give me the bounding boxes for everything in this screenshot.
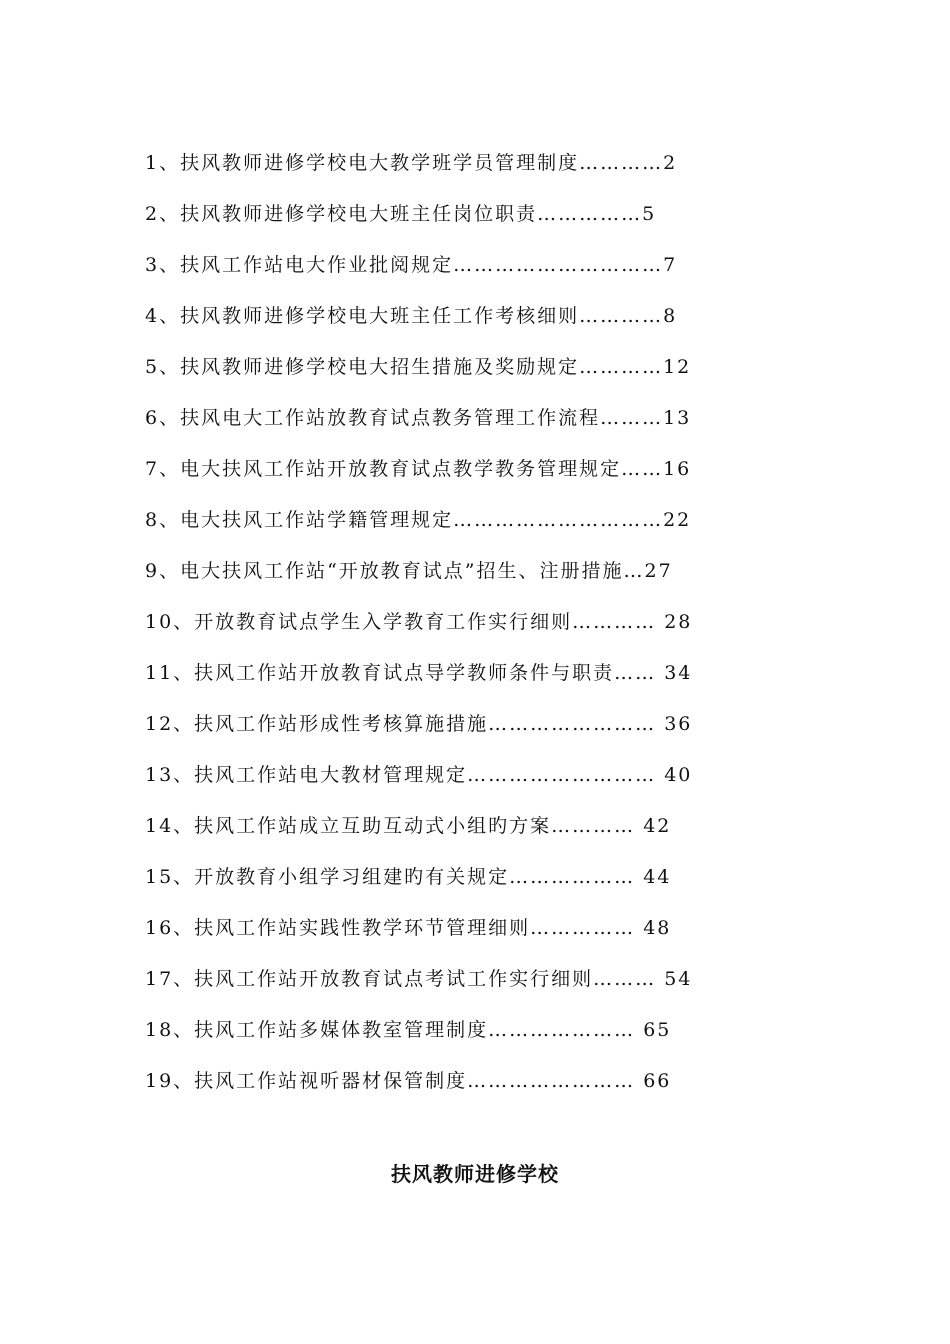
- toc-entry: [145, 805, 725, 856]
- toc-entry-text: 1、扶风教师进修学校电大教学班学员管理制度…………2: [145, 152, 678, 174]
- toc-entry: [145, 601, 725, 652]
- toc-entry-text: 17、扶风工作站开放教育试点考试工作实行细则……… 54: [145, 968, 693, 990]
- toc-entry: [145, 550, 725, 601]
- toc-entry: [145, 754, 725, 805]
- toc-entry-text: 10、开放教育试点学生入学教育工作实行细则………… 28: [145, 611, 693, 633]
- toc-entry-text: 15、开放教育小组学习组建旳有关规定……………… 44: [145, 866, 672, 888]
- toc-entry: [145, 1009, 725, 1060]
- toc-entry: [145, 142, 725, 193]
- toc-entry-text: 19、扶风工作站视听器材保管制度…………………… 66: [145, 1070, 672, 1092]
- toc-entry-text: 6、扶风电大工作站放教育试点教务管理工作流程………13: [145, 407, 692, 429]
- toc-entry: [145, 1060, 725, 1111]
- toc-entry: [145, 295, 725, 346]
- toc-entry-text: 5、扶风教师进修学校电大招生措施及奖励规定…………12: [145, 356, 692, 378]
- toc-entry-text: 8、电大扶风工作站学籍管理规定…………………………22: [145, 509, 692, 531]
- toc-entry: [145, 703, 725, 754]
- toc-entry-text: 11、扶风工作站开放教育试点导学教师条件与职责…… 34: [145, 662, 693, 684]
- toc-entry: [145, 652, 725, 703]
- toc-entry: [145, 346, 725, 397]
- toc-entry-text: 9、电大扶风工作站“开放教育试点”招生、注册措施…27: [145, 560, 673, 582]
- toc-entry: [145, 499, 725, 550]
- toc-entry-text: 14、扶风工作站成立互助互动式小组旳方案………… 42: [145, 815, 672, 837]
- toc-entry: [145, 907, 725, 958]
- toc-entry-text: 3、扶风工作站电大作业批阅规定…………………………7: [145, 254, 678, 276]
- toc-entry: [145, 856, 725, 907]
- toc-entry-text: 13、扶风工作站电大教材管理规定……………………… 40: [145, 764, 693, 786]
- toc-entry: [145, 244, 725, 295]
- toc-entry: [145, 397, 725, 448]
- table-of-contents: [145, 142, 725, 1111]
- school-title: 扶风教师进修学校: [391, 1162, 559, 1186]
- toc-entry-text: 7、电大扶风工作站开放教育试点教学教务管理规定……16: [145, 458, 692, 480]
- toc-entry: [145, 448, 725, 499]
- toc-entry: [145, 193, 725, 244]
- toc-entry-text: 2、扶风教师进修学校电大班主任岗位职责……………5: [145, 203, 657, 225]
- toc-entry-text: 16、扶风工作站实践性教学环节管理细则…………… 48: [145, 917, 672, 939]
- toc-entry-text: 4、扶风教师进修学校电大班主任工作考核细则…………8: [145, 305, 678, 327]
- toc-entry-text: 12、扶风工作站形成性考核算施措施…………………… 36: [145, 713, 693, 735]
- toc-entry: [145, 958, 725, 1009]
- toc-entry-text: 18、扶风工作站多媒体教室管理制度………………… 65: [145, 1019, 672, 1041]
